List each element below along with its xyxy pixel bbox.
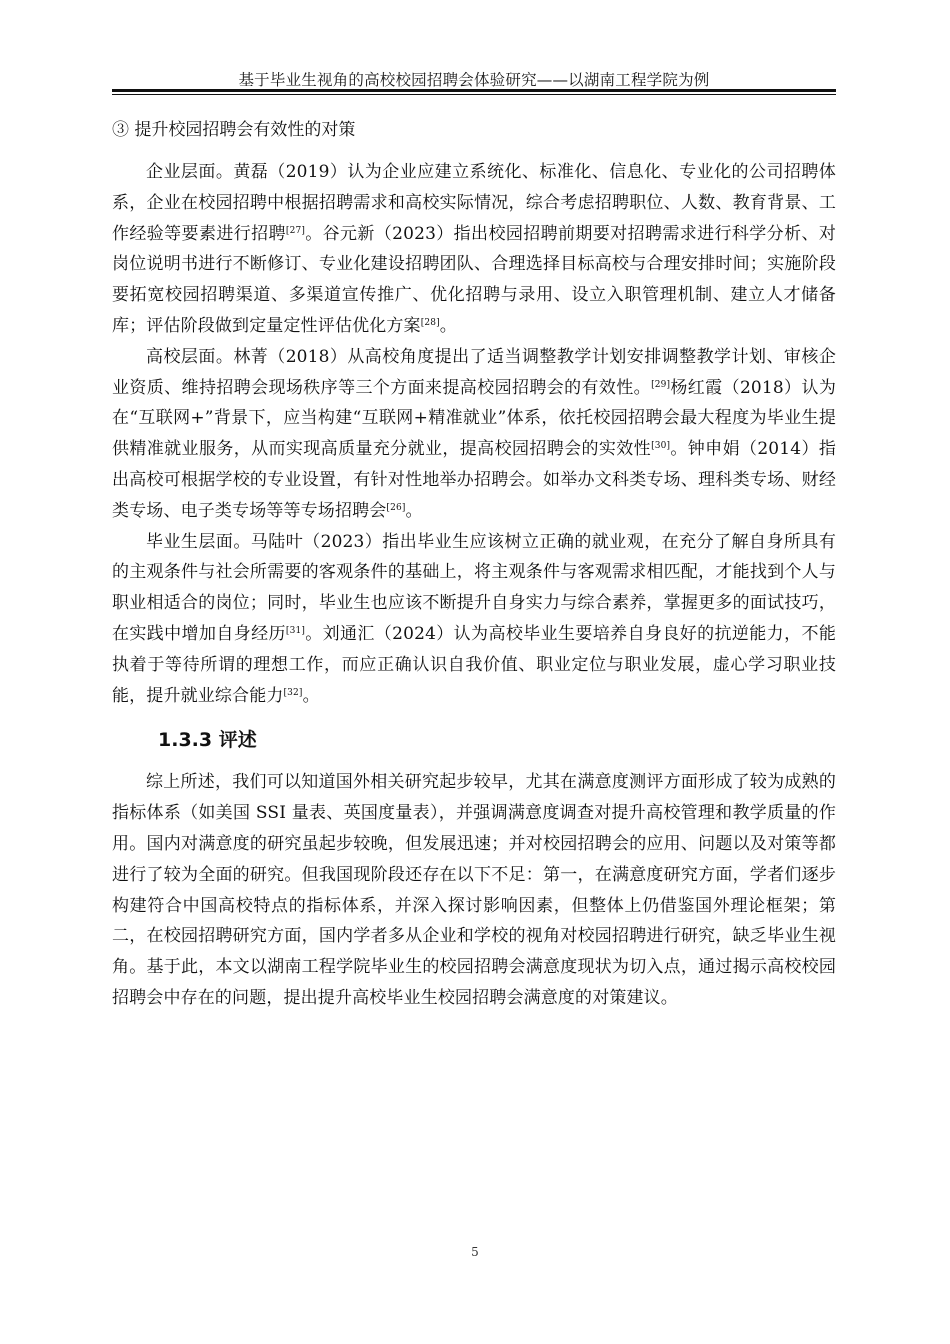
citation: [30]: [651, 441, 671, 452]
paragraph-text: 。刘通汇（2024）认为高校毕业生要培养自身良好的抗逆能力，不能执着于等待所谓的理想工作，而应正确认识自我价值、职业定位与职业发展，虚心学习职业技能，提升就业综合能力: [112, 623, 837, 706]
paragraph-text: 企业层面。黄磊（2019）认为企业应建立系统化、标准化、信息化、专业化的公司招聘体系，企业在校园招聘中根据招聘需求和高校实际情况，综合考虑招聘职位、人数、教育背景、工作经验等要素进行招聘: [112, 162, 836, 244]
paragraph-text: 高校层面。林菁（2018）从高校角度提出了适当调整教学计划安排调整教学计划、审核企业资质、维持招聘会现场秩序等三个方面来提高校园招聘会的有效性。: [112, 346, 836, 398]
citation: [27]: [285, 225, 305, 236]
section-heading: [158, 725, 836, 755]
paragraph-text: 。: [439, 315, 457, 336]
section-title: 评述: [218, 729, 257, 752]
header-rule-thin: [112, 94, 836, 95]
page-body: [112, 115, 836, 1014]
paragraph-text: 。: [405, 500, 423, 521]
paragraph-graduate-level: [112, 527, 836, 712]
subsection-heading: [112, 115, 836, 145]
citation: [31]: [285, 625, 305, 636]
paragraph-university-level: [112, 342, 836, 527]
running-header: 基于毕业生视角的高校校园招聘会体验研究——以湖南工程学院为例: [238, 71, 710, 89]
paragraph-summary: 综上所述，我们可以知道国外相关研究起步较早，尤其在满意度测评方面形成了较为成熟的指标体系（如美国 SSI 量表、英国度量表），并强调满意度调查对提升高校管理和教学质量的作用。国内对满意度的研究虽起步较晚，但发展迅速；并对校园招聘会的应用、问题以及对策等都进行了较为全面的研究。但我国现阶段还存在以下不足：第一，在满意度研究方面，学者们逐步构建符合中国高校特点的指标体系，并深入探讨影响因素，但整体上仍借鉴国外理论框架；第二，在校园招聘研究方面，国内学者多从企业和学校的视角对校园招聘进行研究，缺乏毕业生视角。基于此，本文以湖南工程学院毕业生的校园招聘会满意度现状为切入点，通过揭示高校校园招聘会中存在的问题，提出提升高校毕业生校园招聘会满意度的对策建议。: [112, 772, 836, 1008]
citation: [28]: [420, 317, 440, 328]
paragraph-text: 杨红霞（2018）认为在“互联网+”背景下，应当构建“互联网+精准就业”体系，依托校园招聘会最大程度为毕业生提供精准就业服务，从而实现高质量充分就业，提高校园招聘会的实效性: [112, 377, 836, 460]
section-number: 1.3.3: [158, 729, 213, 752]
subsection-marker: ③: [112, 120, 129, 140]
citation: [32]: [283, 687, 303, 698]
paragraph-text: 。谷元新（2023）指出校园招聘前期要对招聘需求进行科学分析、对岗位说明书进行不断修订、专业化建设招聘团队、合理选择目标高校与合理安排时间；实施阶段要拓宽校园招聘渠道、多渠道宣传推广、优化招聘与录用、设立入职管理机制、建立人才储备库；评估阶段做到定量定性评估优化方案: [112, 223, 837, 336]
subsection-title: 提升校园招聘会有效性的对策: [134, 120, 356, 140]
citation: [26]: [386, 502, 406, 513]
paragraph-enterprise-level: [112, 157, 836, 342]
paragraph-text: 。: [302, 685, 320, 706]
paragraph-text: 毕业生层面。马陆叶（2023）指出毕业生应该树立正确的就业观，在充分了解自身所具有的主观条件与社会所需要的客观条件的基础上，将主观条件与客观需求相匹配，才能找到个人与职业相适合的岗位；同时，毕业生也应该不断提升自身实力与综合素养，掌握更多的面试技巧，在实践中增加自身经历: [112, 531, 836, 644]
page-number: 5: [471, 1245, 479, 1259]
header-rule-thick: [112, 89, 836, 92]
citation: [29]: [651, 379, 671, 390]
paragraph-text: 。钟申娟（2014）指出高校可根据学校的专业设置，有针对性地举办招聘会。如举办文科类专场、理科类专场、财经类专场、电子类专场等等专场招聘会: [112, 439, 836, 521]
